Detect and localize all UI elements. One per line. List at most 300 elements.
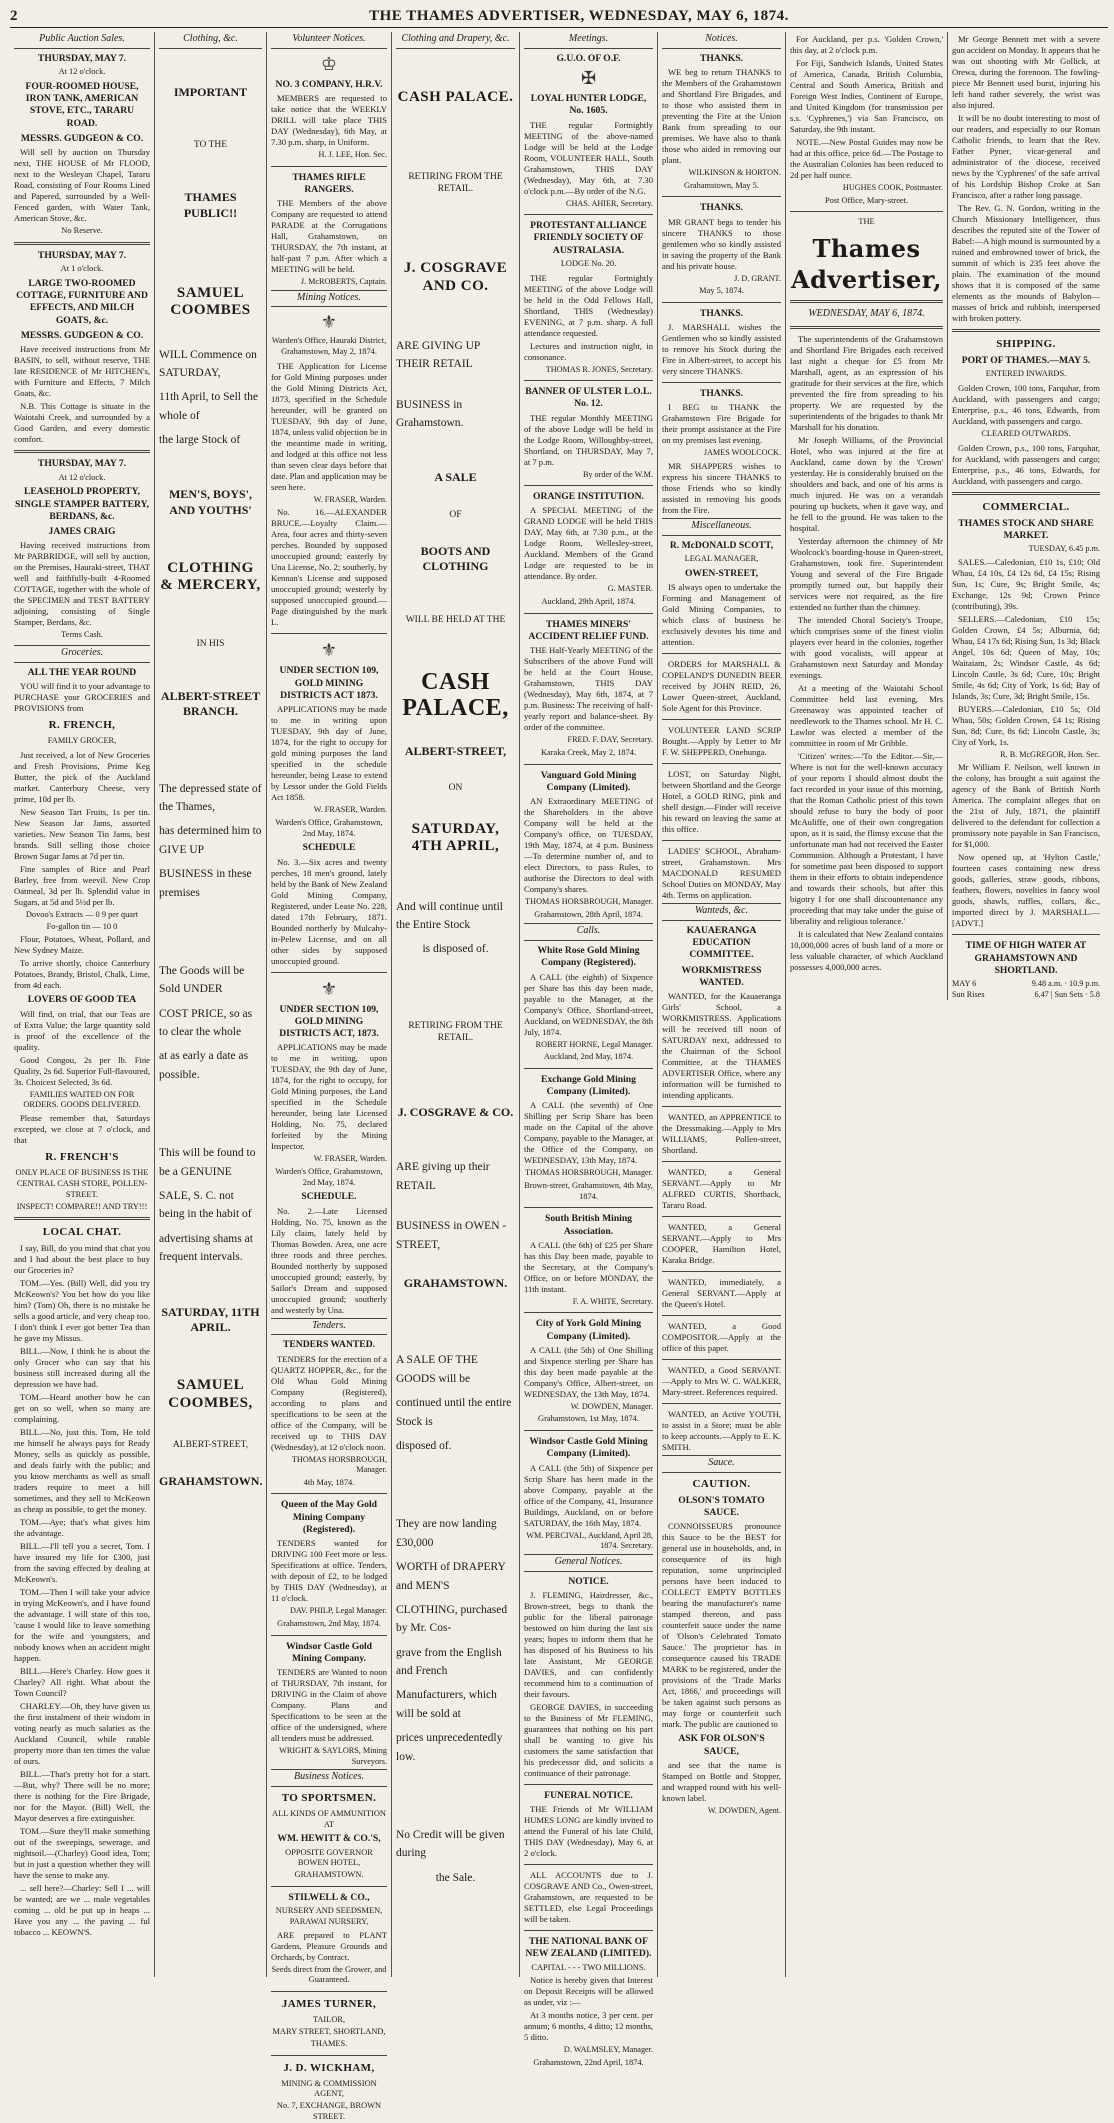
thanks-text: WE beg to return THANKS to the Members of the Grahamstown and Shortland Fire Brigades, and to those who assisted them in preventing the Fire at the Union Bank from spreading to our premises. We have also to thank those who aided in removing our plant. [662,67,781,166]
news-paragraph: The Rev. G. N. Gordon, writing in the Church Missionary Intelligencer, thus describes the reputed site of the Tower of Babel:—A high mound is surmounted by a ruined and embrowned tower of brick, the summit of which is 235 feet above the plain. The examination of the mound shows that it is composed of the same elements as the mounds of Babylon—masses of brick and rubbish, interspersed with broken pottery. [952,203,1100,323]
business-sub: NURSERY AND SEEDSMEN, PARAWAI NURSERY, [275,1906,383,1926]
schedule-heading: SCHEDULE. [301,1191,357,1203]
mail-signature: HUGHES COOK, Postmaster. [842,183,943,192]
meeting-heading: PROTESTANT ALLIANCE FRIENDLY SOCIETY OF AUSTRALASIA. [530,220,647,256]
wanted-heading: KAUAERANGA EDUCATION COMMITTEE. [686,924,757,961]
editorial-split [790,32,1104,1000]
ad-important: IMPORTANT [173,84,248,99]
tide-values: 6.47 | Sun Sets · 5.8 [1034,989,1100,999]
ad-copy: WILL Commence on SATURDAY, [159,348,257,379]
call-heading: South British Mining Association. [545,1213,632,1237]
grocer-name: R. FRENCH'S [45,1151,119,1164]
local-chat-text: TOM.—Heard another how he can get on so well, when so many are complaining. [14,1392,150,1425]
general-heading: FUNERAL NOTICE. [544,1789,633,1801]
meeting-text: THE regular Fortnightly MEETING of the above Lodge will be held in the Odd Fellows Hall, Shortland, THIS (Wednesday) EVENING, at 7 p.m. sharp. A full attendance requested. [524,272,653,338]
tea-text: Will find, on trial, that our Teas are of Extra Value; the large quantity sold is proof of the excellence of the quality. [14,1008,150,1052]
ad-retiring: RETIRING FROM THE RETAIL. [408,172,503,195]
sale-reserve: No Reserve. [61,226,103,236]
notice-office: Warden's Office, Grahamstown, 2nd May, 1874. [275,1166,383,1187]
category-heading: Clothing, &c. [159,32,262,49]
news-paragraphs [790,334,943,973]
category-heading: Wanteds, &c. [662,903,781,921]
general-date: Grahamstown, 22nd April, 1874. [533,2057,644,2067]
local-chat-text: TOM.—Then I will take your advice in trying McKeown's, and I have found the advantage. I will state of this too, 'cause I would like to leave something for the wife and youngsters, and nobody knows when an accident might happen. [14,1587,150,1664]
grocer-price: Fo-gallon tin — 10 0 [46,921,118,931]
meeting-signature: By order of the W.M. [582,469,653,479]
business-trade: MINING & COMMISSION AGENT, [281,2078,377,2099]
local-chat-text: BILL.—I'll tell you a secret, Tom. I have insured my life for £300, just from the saving effected by dealing at McKeown's. [14,1541,150,1585]
divider [662,1161,781,1162]
thanks-text: I BEG to THANK the Grahamstown Fire Brigade for their prompt assistance at the Fire on my premises last evening. [662,402,781,446]
news-paragraph: At a meeting of the Waiotahi School Committee held last evening, Mrs Greenaway was appointed teacher of needlework to the Thames school. Mr H. C. Lawlor was elected a member of the committee in room of Mr Gribble. [790,683,943,749]
divider [271,972,387,973]
divider [952,492,1100,495]
call-text: A CALL (the 5th) of Sixpence per Scrip Share has been made in the above Company, payable at the office of the Company, 41, Insurance Buildings, Auckland, on or before SATURDAY, the 16th May, 1874. [524,1462,653,1528]
divider [271,166,387,167]
tide-row [952,979,1100,990]
column-meetings-calls [520,32,658,2067]
call-heading: Windsor Castle Gold Mining Company (Limited). [529,1436,648,1460]
sale-date: THURSDAY, MAY 7. [37,458,127,470]
divider [524,380,653,381]
divider [271,1991,387,1992]
call-text: A CALL (the 6th) of £25 per Share has this Day been made, payable to the Secretary, at the Company's Office, on or before MONDAY, the 11th instant. [524,1239,653,1294]
divider [790,300,943,303]
meeting-text: A SPECIAL MEETING of the GRAND LODGE will be held THIS DAY, May 6th, at 7.30 p.m., at the Lodge Room, Wellesley-street, Auckland. Members of the Grand Lodge are requested to be in attendance. By order. [524,505,653,582]
wanted-text: WANTED, a Good SERVANT.—Apply to Mrs W. C. WALKER, Mary-street. References required. [662,1365,781,1398]
thanks-text: J. MARSHALL wishes the Gentlemen who so kindly assisted to remove his Stock during the Fire in Albert-street, to accept his very sincere THANKS. [662,322,781,377]
divider [524,764,653,765]
ad-copy: at as early a date as possible. [159,1050,249,1081]
columns [10,32,1108,2121]
news-paragraph: The intended Choral Society's Troupe, which comprises some of the finest violin players ever heard in the colonies, together with good vocalists, will appear at Grahamstown next Saturday and Monday evenings. [790,615,943,681]
local-chat-heading: LOCAL CHAT. [42,1226,122,1239]
tender-signature: WRIGHT & SAYLORS, Mining Surveyors. [279,1746,387,1766]
news-paragraph: Mr George Bennett met with a severe gun accident on Monday. It appears that he was out shooting with Mr Gollick, at Orewa, during the forenoon. The fowling-piece Mr Bennett used burst, injuring his left hand rather severely, the wrist was also injured. [952,34,1100,110]
ad-copy: They are now landing £30,000 [396,1518,497,1549]
ad-copy: CLOTHING, purchased by Mr. Cos- [396,1603,508,1635]
call-date: Grahamstown, 1st May, 1874. [538,1414,639,1424]
market-text: BUYERS.—Caledonian, £10 5s; Old Whau, 50s; Golden Crown, £4 1s; Rising Sun, 8d; Cure, 8s 6d; Lincoln Castle, 3s; City of York, 1s. [952,703,1100,747]
notice-schedule: No. 2.—Late Licensed Holding, No. 75, known as the Lily claim, lately held by Thomas Bowden. Area, one acre three roods and three perches. Bounded northerly by supposed unoccupied ground; easterly, by Sailor's Dream and supposed unoccupied ground; southerly and westerly by Una. [271,1205,387,1315]
notice-heading: THAMES RIFLE RANGERS. [292,171,366,195]
ad-street: ALBERT-STREET, [172,1439,249,1450]
local-chat-text: BILL.—No, just this. Tom, He told me himself he always pays for Ready Money, sells as quickly as possible, and deals fairly with the public; and you know merchants as well as small traders require to meet a bill sometimes, and they sell to McKeown as cheap as possible, to get the money. [14,1427,150,1515]
ad-copy: A SALE OF THE GOODS will be [396,1354,478,1385]
market-heading: THAMES STOCK AND SHARE MARKET. [958,517,1094,542]
entered-heading: ENTERED INWARDS. [985,369,1067,379]
tender-text: TENDERS for the erection of a QUARTZ HOPPER, &c., for the Old Whau Gold Mining Company (Registered), according to plans and specifications to be seen at the office of the Company, will be received up to THIS DAY (Wednesday), at 12 o'clock noon. [271,1353,387,1452]
ad-street: ALBERT-STREET, [404,743,507,758]
misc-address: OWEN-STREET, [684,567,759,579]
meeting-signature: THOMAS HORSBROUGH, Manager. [525,897,653,907]
ad-copy: Manufacturers, which will be sold at [396,1689,497,1720]
grocer-shop: ONLY PLACE OF BUSINESS IS THE CENTRAL CASH STORE, POLLEN-STREET. [15,1168,149,1199]
notice-heading: UNDER SECTION 109, GOLD MINING DISTRICTS ACT, 1873. [279,1003,379,1040]
ad-copy: 11th April, to Sell the whole of [159,391,258,422]
divider [662,302,781,303]
sale-date: THURSDAY, MAY 7. [37,249,127,261]
grocer-price: Dovoo's Extracts — 0 9 per quart [25,909,139,919]
call-signature: ROBERT HORNE, Legal Manager. [535,1039,653,1049]
call-date: Auckland, 2nd May, 1874. [543,1052,634,1062]
business-name: WM. HEWITT & CO.'S, [277,1833,381,1845]
category-heading: Calls. [524,923,653,941]
tender-date: Grahamstown, 2nd May, 1874. [277,1618,381,1628]
category-heading: Miscellaneous. [662,518,781,536]
business-text: Seeds direct from the Grower, and Guaranteed. [271,1964,387,1985]
ad-firm-name: J. COSGRAVE AND CO. [403,260,508,294]
meeting-date: Auckland, 29th April, 1874. [541,596,636,606]
call-signature: THOMAS HORSBROUGH, Manager. [525,1168,653,1178]
meeting-sub: LODGE No. 20. [560,258,617,268]
ad-copy: This will be found to be a GENUINE [159,1147,256,1178]
call-heading: City of York Gold Mining Company (Limited). [535,1318,642,1342]
category-heading: Notices. [662,32,781,49]
news-paragraph: Mr Joseph Williams, of the Provincial Hotel, who was injured at the fire at Auckland, came down by the 'Crown' yesterday. He is considerably bruised on the shoulders and back, and one of his arms is much injured. He was on a verandah pouring up buckets, when it gave way, and he fell to the ground. He was taken to the hospital. [790,435,943,534]
ad-boots: BOOTS AND CLOTHING [420,543,491,574]
divider [524,1068,653,1069]
ad-copy: disposed of. [396,1439,452,1452]
market-text: SALES.—Caledonian, £10 1s, £10; Old Whau, £4 10s, £4 12s 6d, £4 15s; Rising Sun, 1s; Cure, 9s; Bright Smile, 4s; Exchange, 12s 9d; Crown Prince (contributing), 39s. [952,556,1100,611]
notice-office: Warden's Office, Grahamstown, 2nd May, 1874. [275,817,383,838]
grocer-text: New Season Tart Fruits, 1s per tin. New Season Jar Jams, assorted varieties. New Season Tin Jams, best brands. Still selling those choice Brown Sugar Jams at 7d per tin. [14,806,150,861]
wanted-sub: WORKMISTRESS WANTED. [681,964,762,988]
meeting-heading: ORANGE INSTITUTION. [533,491,644,503]
divider [271,1886,387,1887]
sale-heading: LEASEHOLD PROPERTY, SINGLE STAMPER BATTERY, BERDANS, &c. [14,486,150,522]
local-chat-text: BILL.—Here's Charley. How goes it Charley? All right. What about the Town Council? [14,1666,150,1699]
tender-date: 4th May, 1874. [303,1477,355,1487]
wanted-text: WANTED, immediately, a General SERVANT.—Apply at the Queen's Hotel. [662,1277,781,1310]
news-paragraph: It will be no doubt interesting to most of our readers, and especially to our Roman Catholic friends, to learn that the Rev. Father Pyner, vicar-general and administrator of the diocese, received news by the 'Cyphrenes' of the safe arrival of his Lordship Bishop Croke at San Francisco, after a rather long passage. [952,113,1100,200]
ad-lines: MEN'S, BOYS', AND YOUTHS' [168,487,252,517]
notice-text: APPLICATIONS may be made to me in writing, upon TUESDAY, the 9th day of June, 1874, for the right to occupy, for Gold Mining purposes, the Land specified in the Schedule hereunder, being late Licensed Holding, No. 75, declared forfeited by the Mining Inspector. [271,1042,387,1152]
divider [662,719,781,720]
meeting-text: Lectures and instruction night, in consonance. [524,340,653,362]
notice-signature: W. FRASER, Warden. [313,805,387,815]
divider [524,485,653,486]
wanted-text: WANTED, an Active YOUTH, to assist in a Store; must be able to keep accounts.—Apply to E. K. SMITH. [662,1409,781,1453]
ad-date: SATURDAY, 4TH APRIL, [411,821,500,855]
crown-emblem-icon: ♔ [320,53,338,74]
misc-trade: LEGAL MANAGER, [684,553,759,563]
schedule-heading: SCHEDULE [302,842,356,854]
business-heading: STILWELL & CO., [288,1891,370,1903]
business-text: ARE prepared to PLANT Gardens, Pleasure Grounds and Orchards, by Contract. [271,1929,387,1962]
category-heading: Mining Notices. [271,290,387,308]
royal-arms-icon: ⚜ [320,312,338,333]
grocer-note: Please remember that, Saturdays excepted, we close at 7 o'clock, and that [14,1113,150,1146]
ad-copy: advertising shams at frequent intervals. [159,1232,253,1264]
sale-text: Will sell by auction on Thursday next, THE HOUSE of Mr FLOOD, next to the Wesleyan Chapel, Tararu Road, consisting of Four Rooms Lined and Papered, surrounded by a Well-Fenced garden, with Water Tank, American Stove, &c. [14,147,150,224]
call-heading: Exchange Gold Mining Company (Limited). [541,1073,636,1098]
market-text: SELLERS.—Caledonian, £10 15s; Golden Crown, £4 5s; Alburnia, 6d; Whau, £4 17s 6d; Rising Sun, 1s 3d; Black Angel, 10s 6d; Queen of May, 10s; Waitaiam, 2s; Windsor Castle, 4s 6d; Lincoln Castle, 3s 6d; Cure, 10s; Bright Smile, 4s 6d; City of York, 1s 6d; Bay of Islands, 3s; Cure, 3d; Bright Smile, 15s. [952,613,1101,701]
grocer-inspect: INSPECT! COMPARE!! AND TRY!!! [16,1201,148,1211]
business-heading: JAMES TURNER, [281,1998,377,2011]
notice-office: Warden's Office, Hauraki District, Grahamstown, May 2, 1874. [271,336,387,357]
grocer-text: Fine samples of Rice and Pearl Barley, free from weevil. New Crop Oatmeal, 3d per lb. Splendid value in Sugars, at 5d and 5½d per lb. [14,863,150,907]
business-address: MARY STREET, SHORTLAND, [272,2027,386,2037]
category-heading: Business Notices. [271,1769,387,1787]
ad-copy: BUSINESS in OWEN - STREET, [396,1220,507,1251]
divider [662,763,781,764]
ad-copy: BUSINESS in these premises [159,868,252,899]
meeting-signature: THOMAS R. JONES, Secretary. [545,364,653,374]
shipping-heading: SHIPPING. [996,338,1056,350]
local-chat-text: TOM.—Yes. (Bill) Well, did you try McKeown's? You bet how do you like him? (Tom) Oh, there is no mistake he sells a good article, and very cheap too. I don't think I ever got better Tea than he gave my Missus. [14,1278,150,1344]
notice-text: THE Application for License for Gold Mining purposes under the Gold Mining Districts Act, 1873, specified in the Schedule hereunder, will be granted on TUESDAY, 9th day of June, 1874, unless valid objection be in the meantime made in writing, and lodged at this office not less than seven clear days before that date. Plan and application may be seen here. [271,360,387,492]
divider [662,840,781,841]
tender-heading: Windsor Castle Gold Mining Company. [285,1640,372,1664]
tide-label: MAY 6 [952,979,977,989]
category-heading: Volunteer Notices. [271,32,387,49]
ad-copy: prices unprecedentedly low. [396,1732,503,1763]
thanks-text: MR GRANT begs to tender his sincere THANKS to those gentlemen who so kindly assisted in saving the property of the Bank and his private house. [662,216,781,271]
meeting-date: Grahamstown, 28th April, 1874. [534,909,643,919]
wanted-text: WANTED, an APPRENTICE to the Dressmaking.—Apply to Mrs WILLIAMS, Pollen-street, Shortland. [662,1112,781,1156]
business-town: THAMES. [310,2038,348,2048]
bank-capital: CAPITAL - - - TWO MILLIONS. [531,1962,646,1972]
divider [662,653,781,654]
tender-text: TENDERS are Wanted to noon of THURSDAY, 7th instant, for DRIVING in the Claim of above Company. Plans and Specifications to be seen at the office of the undersigned, where all tenders must be addressed. [271,1667,387,1744]
divider [271,1635,387,1636]
thanks-signature: WILKINSON & HORTON. [688,168,781,178]
divider [14,1217,150,1220]
cleared-heading: CLEARED OUTWARDS. [981,429,1071,439]
business-address: OPPOSITE GOVERNOR BOWEN HOTEL, [285,1847,373,1868]
meeting-date: Karaka Creek, May 2, 1874. [540,747,637,757]
ad-name: SAMUEL COOMBES [170,285,251,319]
divider [271,2055,387,2056]
meeting-title: G.U.O. OF O.F. [556,52,621,64]
wanted-text: WANTED, a General SERVANT.—Apply to Mrs COOPER, Hamilton Hotel, Karaka Bridge. [662,1222,781,1266]
sale-text: Have received instructions from Mr BASIN, to sell, without reserve, THE late RESIDENCE of Mr HITCHEN's, with Furniture and Effects, 7 Milch Goats, &c. [14,344,150,399]
column-notices [658,32,786,1977]
ad-town: GRAHAMSTOWN. [403,1276,508,1291]
meeting-heading: Vanguard Gold Mining Company (Limited). [540,769,637,793]
royal-arms-icon: ⚜ [320,978,338,999]
ad-palace: CASH PALACE, [402,668,509,722]
mail-notice: For Fiji, Sandwich Islands, United States of America, Canada, British Columbia, Central and South America, British and Foreign West Indies, Continent of Europe, and United Kingdom (for transmission per s.s. 'Cyphrenes,') via San Francisco, on Saturday, the 9th instant. [790,58,943,134]
ad-copy: The Goods will be Sold UNDER [159,964,245,996]
call-text: A CALL (the eighth) of Sixpence per Share has this day been made, payable to the Manager, at the Company's Office, Shortland-street, Auckland, on WEDNESDAY, the 8th July, 1874. [524,971,653,1037]
ad-copy: continued until the entire Stock is [396,1397,512,1428]
misc-text: LOST, on Saturday Night, between Shortland and the George Hotel, a GOLD RING, pink and shell design.—Finder will receive his reward on leaving the same at this office. [662,768,781,834]
call-heading: White Rose Gold Mining Company (Registered). [537,945,640,969]
ad-town: GRAHAMSTOWN. [159,1473,263,1488]
notice-signature: W. FRASER, Warden. [313,1154,387,1164]
sale-heading: FOUR-ROOMED HOUSE, IRON TANK, AMERICAN STOVE, ETC., TARARU ROAD. [25,80,139,129]
thanks-date: Grahamstown, May 5. [684,180,759,190]
sauce-sub: OLSON'S TOMATO SAUCE. [678,1494,765,1519]
meeting-signature: FRED. F. DAY, Secretary. [567,735,653,745]
misc-heading: R. McDONALD SCOTT, [669,539,774,551]
business-heading: TO SPORTSMEN. [281,1791,377,1804]
divider [524,1864,653,1865]
thanks-signature: JAMES WOOLCOCK. [703,448,781,458]
grocer-heading: ALL THE YEAR ROUND [27,666,137,678]
divider [14,242,150,245]
ad-on: ON [448,782,463,793]
wanted-text: WANTED, a Good COMPOSITOR.—Apply at the office of this paper. [662,1321,781,1354]
divider [662,1216,781,1217]
divider [662,196,781,197]
news-paragraph: 'Citizen' writes:—'To the Editor.—Sir,—Where is not for the well-known accuracy of your reports I should almost doubt the fact recorded in your issue of this morning, that the Roman Catholic priest of this town should refuse to bury the body of poor McAuliffe, one of their own congregation upon, as it is said, the flimsy excuse that the unfortunate man had not received the Easter Communion. Although a Protestant, I have for sometime past been disposed to support them in their efforts to obtain independence and towards their schools, but after this bigotry I for one shall discountenance any proceeding that may take under the guise of liberality and religious tolerance.' [790,751,943,927]
general-text: Notice is hereby given that Interest on Deposit Receipts will be allowed as under, viz :— [524,1975,653,2008]
notice-text: THE Members of the above Company are requested to attend PARADE at the Corrugations Hall, Grahamstown, on THURSDAY, the 7th instant, at half-past 7 p.m. After which a MEETING will be held. [271,198,387,275]
call-signature: W. DOWDEN, Manager. [570,1401,653,1411]
editorial-right [947,32,1104,1000]
general-heading: NOTICE. [568,1575,609,1587]
call-signature: F. A. WHITE, Secretary. [572,1296,653,1306]
divider [524,1784,653,1785]
meeting-heading: BANNER OF ULSTER L.O.L. No. 12. [525,386,652,410]
page-number: 2 [10,8,18,24]
local-chat-text: I say, Bill, do you mind that chat you and I had about the best place to buy our Groceries in? [14,1243,150,1276]
meeting-text: THE regular Fortnightly MEETING of the above-named Lodge will be held at the Lodge Room, VOLUNTEER HALL, South Grahamstown, THIS DAY (Wednesday), May 6th, at 7.30 o'clock p.m.—By order of the N.G. [524,119,653,196]
paper-date: WEDNESDAY, MAY 6, 1874. [808,308,925,320]
notice-signature: W. FRASER, Warden. [313,494,387,504]
royal-arms-icon: ⚜ [320,640,338,661]
divider [662,382,781,383]
divider [524,1207,653,1208]
ad-copy: grave from the English and French [396,1646,502,1678]
call-text: A CALL (the 5th) of One Shilling and Sixpence sterling per Share has this day been made payable at the Company's Office, Albert-street, on WEDNESDAY, the 13th May, 1874. [524,1344,653,1399]
divider [662,1271,781,1272]
meeting-heading: THAMES MINERS' ACCIDENT RELIEF FUND. [528,618,649,642]
general-text: J. FLEMING, Hairdresser, &c., Brown-street, begs to thank the public for the liberal patronage bestowed on him during the last six years; hopes to inform them that he has disposed of his Business to his late Assistant, Mr GEORGE DAVIES, and can confidently recommend him to a continuation of their favours. [524,1589,653,1699]
tender-heading: TENDERS WANTED. [282,1339,376,1351]
misc-text: LADIES' SCHOOL, Abraham-street, Grahamstown. Mrs MACDONALD RESUMED School Duties on MONDAY, May 4th. Terms on application. [662,845,781,900]
ad-title: CASH PALACE. [397,88,514,105]
ad-copy: ARE GIVING UP THEIR RETAIL [396,339,480,371]
ad-copy: The depressed state of the Thames, [159,782,262,813]
category-heading: Clothing and Drapery, &c. [396,32,515,49]
general-signature: D. WALMSLEY, Manager. [563,2045,653,2055]
masthead [10,6,1108,28]
ad-copy: No Credit will be given during [396,1829,505,1860]
sauce-heading: CAUTION. [692,1477,751,1490]
notice-heading: NO. 3 COMPANY, H.R.V. [275,78,383,90]
call-date: Brown-street, Grahamstown, 4th May, 1874. [524,1180,653,1201]
ad-saturday: SATURDAY, 11TH APRIL. [161,1304,260,1334]
sauce-signature: W. DOWDEN, Agent. [707,1806,781,1815]
grocer-intro: YOU will find it to your advantage to PURCHASE your GROCERIES and PROVISIONS from [14,681,150,714]
misc-text: ORDERS for MARSHALL & COPELAND'S DUNEDIN BEER received by JOHN REID, 26, Lower Queen-street, Auckland, Sole Agent for this Province. [662,658,781,713]
wanted-text: WANTED, for the Kauaeranga Girls' School, a WORKMISTRESS. Applications will be received till noon of SATURDAY next, addressed to the Chairman of the School Committee, at the THAMES ADVERTISER Office, where any information will be furnished to intending applicants. [662,991,781,1101]
lodge-emblem-icon: ✠ [580,68,597,89]
market-signature: R. B. McGREGOR, Hon. Sec. [1000,749,1100,759]
local-chat-text: CHARLEY.—Oh, they have given us the first instalment of their wisdom in voting nearly as much salaries as the Auckland Council, while ratable property more than ten times the value of ours. [14,1701,150,1767]
ad-copy: BUSINESS in Grahamstown. [396,398,464,430]
paper-the: THE [858,217,875,227]
ad-copy: SALE, S. C. not being in the habit of [159,1190,252,1221]
ad-firm-name: J. COSGRAVE & CO. [397,1105,514,1120]
ad-retiring: RETIRING FROM THE RETAIL. [408,1020,503,1043]
shipping-text: Golden Crown, 100 tons, Farquhar, from Auckland, with passengers and cargo; Enterprise, p.s., 46 tons, Edwards, from Auckland, with passengers and cargo. [952,383,1100,427]
column-editorial [786,32,1108,1977]
business-text: ALL KINDS OF AMMUNITION AT [272,1808,386,1829]
local-chat-text: TOM.—Sure they'll make something out of the sweepings, sewerage, and nightsoil.—(Charley) Good idea, Tom; but in just a question whether they will have the sense to make any. [14,1826,150,1881]
divider [524,1930,653,1931]
thanks-date: May 5, 1874. [699,286,744,296]
tide-heading: TIME OF HIGH WATER AT GRAHAMSTOWN AND SHORTLAND. [965,940,1087,976]
column-public-auction-sales [10,32,155,1977]
ad-clothing: CLOTHING & MERCERY, [160,560,261,594]
sale-note: N.B. This Cottage is situate in the Waiotahi Creek, and surrounded by a Good Garden, and every domestic comfort. [14,401,150,445]
call-text: A CALL (the seventh) of One Shilling per Scrip Share has been made on the Capital of the above Company, payable to the Manager, at the Office of the Company, on WEDNESDAY, 13th May, 1874. [524,1100,653,1166]
local-chat-text: TOM.—Aye; that's what gives him the advantage. [14,1517,150,1539]
news-paragraph: It is calculated that New Zealand contains 10,000,000 acres of bush land of a more or less valuable character, of which Auckland possesses 4,000,000 acres. [790,929,943,973]
ad-held: WILL BE HELD AT THE [405,614,506,625]
grocer-trade: FAMILY GROCER, [47,736,117,746]
misc-text: IS always open to undertake the Forming and Management of Gold Mining Companies, to which class of business he exclusively devotes his time and attention. [662,581,781,647]
ad-copy: COST PRICE, so as to clear the whole [159,1007,253,1039]
divider [662,1403,781,1404]
ad-copy: WORTH of DRAPERY and MEN'S [396,1561,506,1592]
category-heading: Groceries. [14,645,150,663]
news-paragraph: Now opened up, at 'Hylton Castle,' fourteen cases containing new dress goods, galleries, straw goods, ribbons, feathers, flowers, novelties in fancy wool goods, shawls, ruffles, collars, &c., imported direct by J. MARSHALL.—[ADVT.] [952,852,1100,929]
thanks-signature: J. D. GRANT. [734,273,781,283]
auctioneer-name: MESSRS. GUDGEON & CO. [20,329,144,341]
general-text: THE Friends of Mr WILLIAM HUMES LONG are kindly invited to attend the Funeral of his late Child, THIS DAY (Wednesday), May 6, at 2 o'clock. [524,1804,653,1859]
grocer-text: To arrive shortly, choice Canterbury Potatoes, Brandy, Bristol, Chalk, Lime, from 4d each. [14,958,150,991]
commercial-heading: COMMERCIAL. [982,500,1070,513]
divider [524,613,653,614]
paper-title: Thames Advertiser, [791,234,942,294]
divider [952,329,1100,332]
grocer-name: R. FRENCH, [48,719,116,732]
notice-signature: H. J. LEE, Hon. Sec. [318,150,387,160]
meeting-text: THE Half-Yearly MEETING of the Subscribers of the above Fund will be held at the Court House, Grahamstown, THIS DAY (Wednesday), May 6th, 1874, at 7 p.m. Business: The receiving of half-yearly report and balance-sheet. By order of the committee. [524,645,653,733]
column-clothing-coombes [155,32,267,1977]
column-volunteer-mining [267,32,392,2121]
meeting-signature: CHAS. AHIER, Secretary. [565,198,653,208]
ad-copy: ARE giving up their RETAIL [396,1161,490,1192]
general-heading: THE NATIONAL BANK OF NEW ZEALAND (LIMITED). [525,1936,652,1960]
market-date: TUESDAY, 6.45 p.m. [1028,544,1100,554]
ad-in-his: IN HIS [196,638,225,649]
business-town: GRAHAMSTOWN. [294,1870,364,1880]
tender-heading: Queen of the May Gold Mining Company (Registered). [281,1499,377,1535]
tender-signature: THOMAS HORSBROUGH, Manager. [291,1454,387,1475]
sale-date: THURSDAY, MAY 7. [37,52,127,64]
ad-public: THAMES PUBLIC!! [183,190,238,220]
sale-time: At 12 o'clock. [58,472,106,482]
auctioneer-name: MESSRS. GUDGEON & CO. [20,132,144,144]
mail-notice: For Auckland, per p.s. 'Golden Crown,' this day, at 2 o'clock p.m. [790,34,943,55]
meeting-text: AN Extraordinary MEETING of the Shareholders in the above Company will be held at the Company's office, on TUESDAY, 19th May, 1874, at 4 p.m. Business—To determine number of, and to elect Directors, to pass Rules, to authorise the Directors to deal with Company's shares. [524,796,653,895]
sauce-text: and see that the name is Stamped on Bottle and Stopper, and wrapped round with his well-known label. [662,1760,781,1803]
notice-schedule: No. 16.—ALEXANDER BRUCE.—Loyalty Claim.—Area, four acres and thirty-seven perches. Bounded by supposed unoccupied ground; easterly by Una License, No. 2; southerly, by Kennan's License and supposed unoccupied ground; westerly by supposed unoccupied ground.—Page distinguished by the mark L. [271,507,387,628]
divider [524,214,653,215]
ad-branch: ALBERT-STREET BRANCH. [160,688,261,719]
divider [790,326,943,329]
editorial-left [790,32,947,1000]
tea-prices: Good Congou, 2s per lb. Fine Quality, 2s 6d. Superior Full-flavoured, 3s. Choicest Selected, 3s 6d. [14,1054,150,1087]
mail-office: Post Office, Mary-street. [824,195,909,205]
category-heading: Sauce. [662,1455,781,1473]
thanks-heading: THANKS. [700,388,743,400]
thanks-heading: THANKS. [700,307,743,319]
sauce-text: CONNOISSEURS pronounce this Sauce to be the BEST for general use in households, and, in consequence of its high reputation, some unprincipled persons have been induced to COLLECT EMPTY BOTTLES bearing the manufacturer's name stamped thereon, and pass counterfeit sauce under the name of 'Olson's Celebrated Tomato Sauce.' The proprietor has in consequence caused his TRADE MARK to be registered, under the provisions of the 'Trade Marks Act, 1866,' and proceedings will be taken against such persons as may forge or counterfeit such mark. The public are cautioned to [662,1521,781,1730]
meeting-heading: LOYAL HUNTER LODGE, No. 1605. [530,93,647,117]
sale-heading: LARGE TWO-ROOMED COTTAGE, FURNITURE AND EFFECTS, AND MILCH GOATS, &c. [16,277,148,326]
ad-copy: is disposed of. [422,943,489,956]
ad-copy: has determined him to GIVE UP [159,825,262,856]
divider [271,633,387,634]
